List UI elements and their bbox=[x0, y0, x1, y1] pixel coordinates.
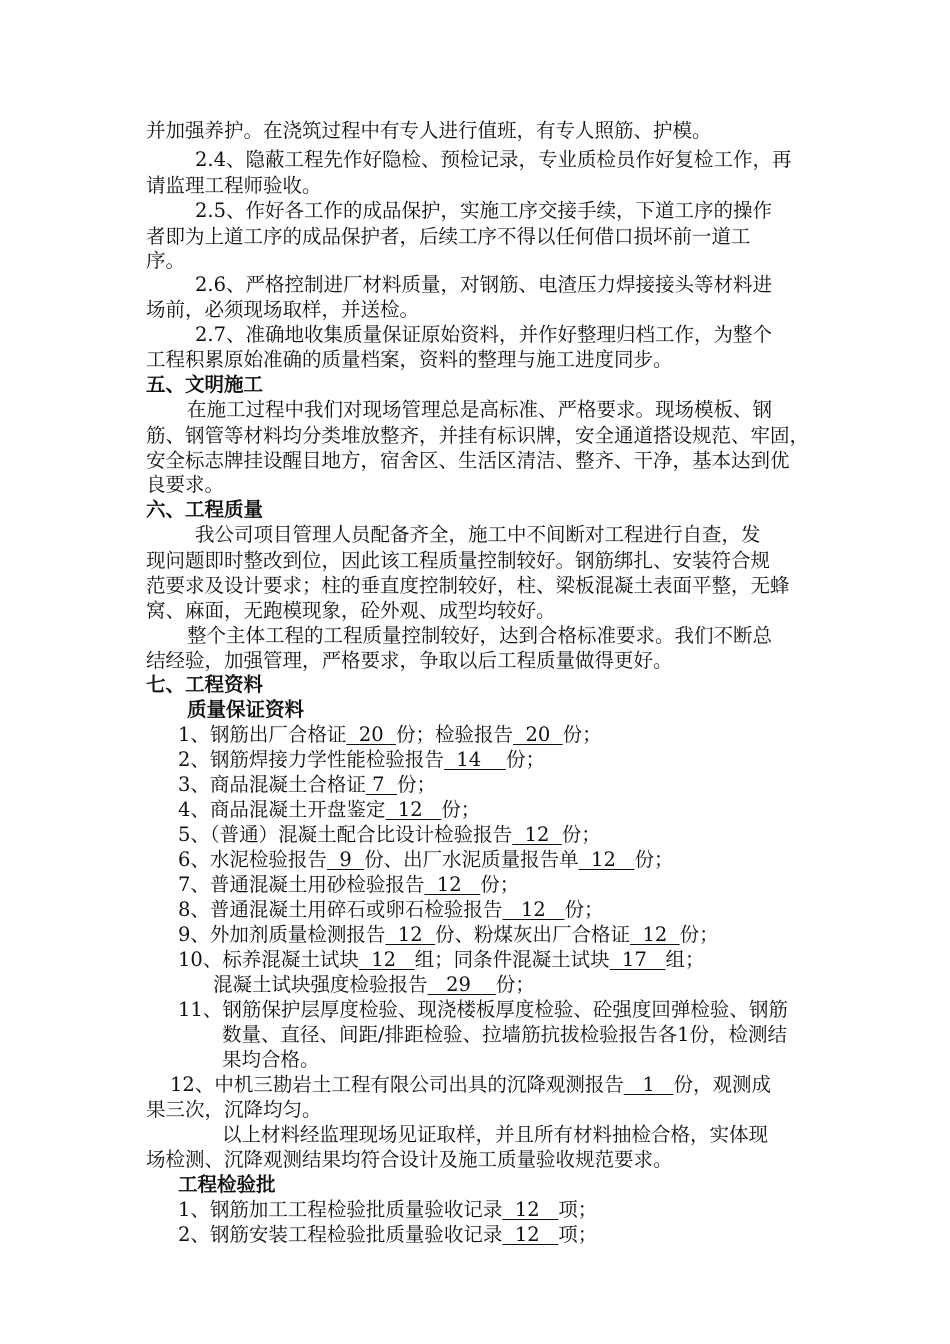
paragraph-line: 工程积累原始准确的质量档案，资料的整理与施工进度同步。 bbox=[146, 348, 673, 371]
filled-value: 7 bbox=[365, 773, 397, 796]
list-item: 3、商品混凝土合格证 7 份； bbox=[178, 773, 436, 796]
paragraph-line: 并加强养护。在浇筑过程中有专人进行值班，有专人照筋、护模。 bbox=[146, 119, 712, 142]
section-heading: 六、工程质量 bbox=[146, 498, 264, 521]
paragraph-line: 2.5、作好各工作的成品保护，实施工序交接手续，下道工序的操作 bbox=[195, 199, 773, 222]
paragraph-line: 2.7、准确地收集质量保证原始资料，并作好整理归档工作，为整个 bbox=[195, 323, 773, 346]
paragraph-line: 我公司项目管理人员配备齐全，施工中不间断对工程进行自查，发 bbox=[195, 523, 761, 546]
filled-value: 14 bbox=[443, 748, 506, 771]
filled-value: 12 bbox=[502, 1198, 559, 1221]
paragraph-line: 场前，必须现场取样，并送检。 bbox=[146, 298, 420, 321]
list-item: 5、（普通）混凝土配合比设计检验报告 12 份； bbox=[178, 823, 601, 846]
filled-value: 1 bbox=[623, 1073, 674, 1096]
paragraph-line: 良要求。 bbox=[146, 473, 225, 496]
paragraph-line: 范要求及设计要求；柱的垂直度控制较好，柱、梁板混凝土表面平整，无蜂 bbox=[146, 574, 790, 597]
paragraph-line: 整个主体工程的工程质量控制较好，达到合格标准要求。我们不断总 bbox=[187, 624, 773, 647]
paragraph-line: 以上材料经监理现场见证取样，并且所有材料抽检合格，实体现 bbox=[222, 1123, 769, 1146]
list-item: 11、钢筋保护层厚度检验、现浇楼板厚度检验、砼强度回弹检验、钢筋 bbox=[178, 998, 788, 1021]
list-item: 12、中机三勘岩土工程有限公司出具的沉降观测报告 1 份，观测成 bbox=[170, 1073, 771, 1096]
list-item: 7、普通混凝土用砂检验报告 12 份； bbox=[178, 873, 520, 896]
list-item-continued: 数量、直径、间距/排距检验、拉墙筋抗拔检验报告各1份，检测结 bbox=[222, 1023, 787, 1046]
list-item: 6、水泥检验报告 9 份、出厂水泥质量报告单 12 份； bbox=[178, 848, 674, 871]
filled-value: 12 bbox=[502, 1223, 559, 1246]
list-item: 4、商品混凝土开盘鉴定 12 份； bbox=[178, 798, 481, 821]
filled-value: 12 bbox=[358, 948, 415, 971]
list-item: 8、普通混凝土用碎石或卵石检验报告 12 份； bbox=[178, 898, 604, 921]
paragraph-line: 安全标志牌挂设醒目地方，宿舍区、生活区清洁、整齐、干净，基本达到优 bbox=[146, 449, 790, 472]
filled-value: 17 bbox=[609, 948, 666, 971]
list-item: 9、外加剂质量检测报告 12 份、粉煤灰出厂合格证 12 份； bbox=[178, 923, 719, 946]
section-heading: 七、工程资料 bbox=[146, 673, 264, 696]
paragraph-line: 请监理工程师验收。 bbox=[146, 174, 322, 197]
subsection-heading: 质量保证资料 bbox=[187, 698, 305, 721]
filled-value: 9 bbox=[326, 848, 365, 871]
filled-value: 12 bbox=[502, 898, 565, 921]
filled-value: 20 bbox=[346, 723, 397, 746]
paragraph-line: 筋、钢管等材料均分类堆放整齐，并挂有标识牌，安全通道搭设规范、牢固， bbox=[146, 424, 810, 447]
filled-value: 12 bbox=[512, 823, 562, 846]
filled-value: 20 bbox=[513, 723, 563, 746]
section-heading: 五、文明施工 bbox=[146, 373, 264, 396]
list-item: 10、标养混凝土试块 12 组；同条件混凝土试块 17 组； bbox=[178, 948, 705, 971]
list-item: 2、钢筋焊接力学性能检验报告 14 份； bbox=[178, 748, 545, 771]
paragraph-line: 2.6、严格控制进厂材料质量，对钢筋、电渣压力焊接接头等材料进 bbox=[195, 273, 773, 296]
list-item: 1、钢筋出厂合格证 20 份；检验报告 20 份； bbox=[178, 723, 602, 746]
paragraph-line: 在施工过程中我们对现场管理总是高标准、严格要求。现场模板、钢 bbox=[187, 398, 773, 421]
filled-value: 12 bbox=[385, 923, 436, 946]
list-item: 1、钢筋加工工程检验批质量验收记录 12 项； bbox=[178, 1198, 598, 1221]
paragraph-line: 2.4、隐蔽工程先作好隐检、预检记录，专业质检员作好复检工作，再 bbox=[195, 148, 792, 171]
filled-value: 29 bbox=[427, 973, 496, 996]
list-item-continued: 果三次，沉降均匀。 bbox=[146, 1098, 322, 1121]
paragraph-line: 现问题即时整改到位，因此该工程质量控制较好。钢筋绑扎、安装符合规 bbox=[146, 549, 771, 572]
paragraph-line: 场检测、沉降观测结果均符合设计及施工质量验收规范要求。 bbox=[146, 1148, 673, 1171]
filled-value: 12 bbox=[630, 923, 680, 946]
list-item: 混凝土试块强度检验报告 29 份； bbox=[213, 973, 535, 996]
paragraph-line: 序。 bbox=[146, 249, 186, 272]
filled-value: 12 bbox=[385, 798, 442, 821]
filled-value: 12 bbox=[578, 848, 635, 871]
paragraph-line: 窝、麻面，无跑模现象，砼外观、成型均较好。 bbox=[146, 599, 556, 622]
filled-value: 12 bbox=[424, 873, 481, 896]
list-item-continued: 果均合格。 bbox=[222, 1048, 320, 1071]
paragraph-line: 者即为上道工序的成品保护者，后续工序不得以任何借口损坏前一道工 bbox=[146, 225, 751, 248]
paragraph-line: 结经验，加强管理，严格要求，争取以后工程质量做得更好。 bbox=[146, 649, 673, 672]
subsection-heading: 工程检验批 bbox=[178, 1173, 276, 1196]
list-item: 2、钢筋安装工程检验批质量验收记录 12 项； bbox=[178, 1223, 598, 1246]
